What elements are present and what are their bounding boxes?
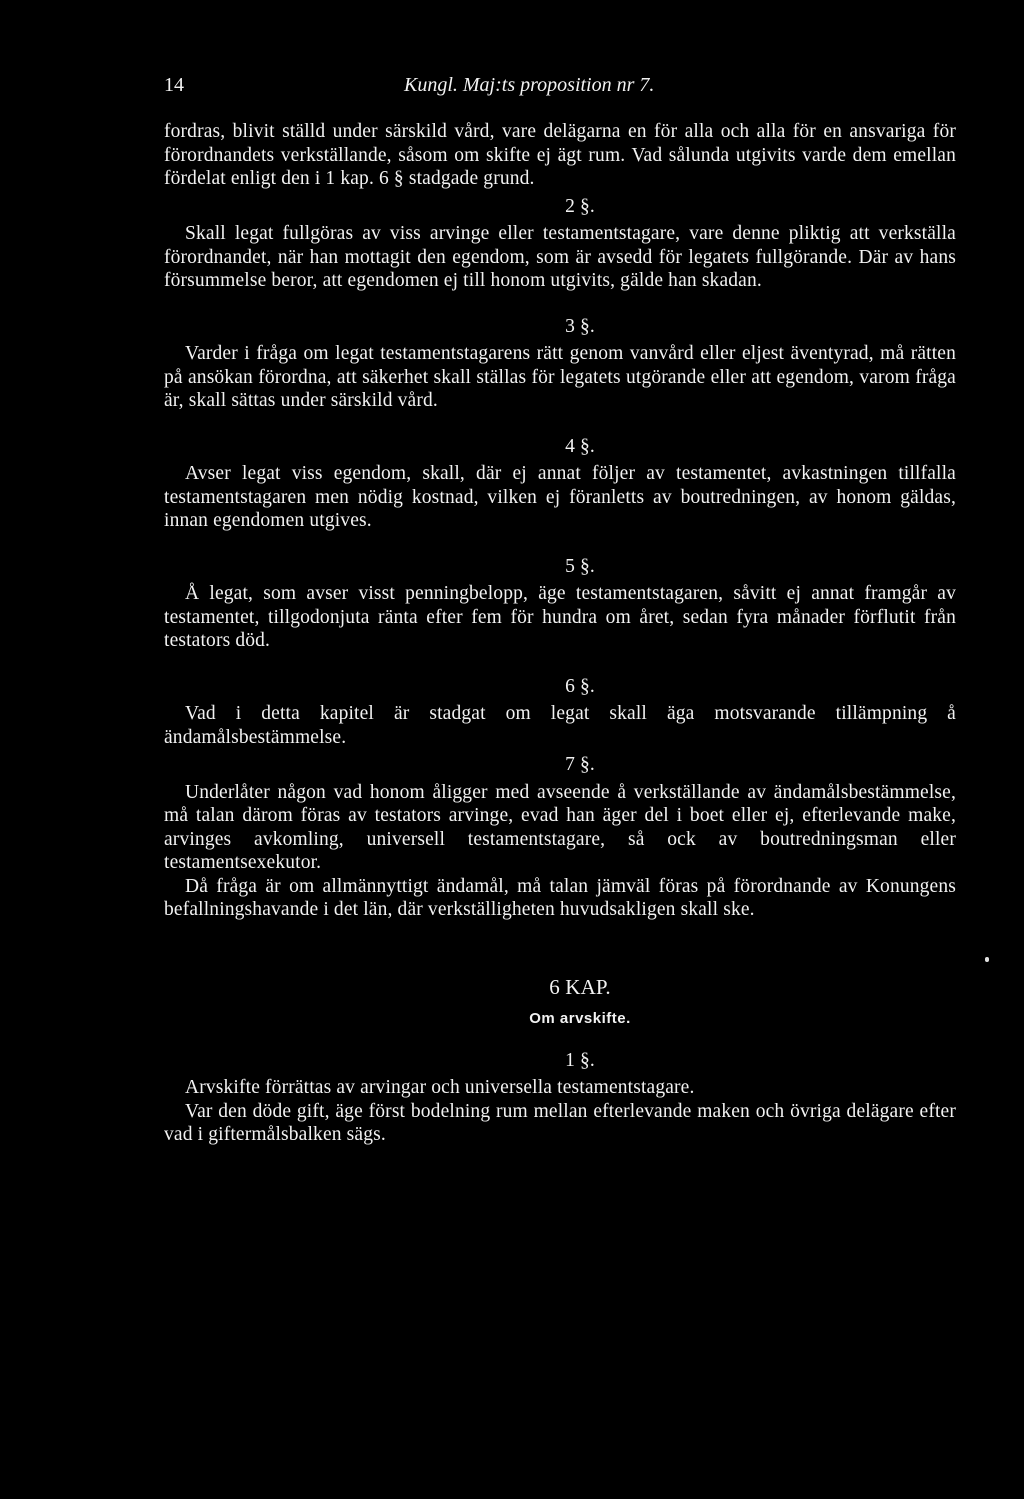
section-mark-6: 6 §. — [565, 675, 595, 697]
section-mark-2: 2 §. — [565, 195, 595, 217]
page-header — [164, 74, 954, 104]
chapter-subtitle: Om arvskifte. — [529, 1010, 631, 1027]
section-3-paragraph: Varder i fråga om legat testamentstagarens rätt genom vanvård eller eljest äventyrad, må rätten på ansökan förordna, att säkerhet skall ställas för legatets utgörande eller att egendom, varom fråga är, skall sättas under särskild vård. — [164, 343, 956, 411]
section-6-paragraph: Vad i detta kapitel är stadgat om legat skall äga motsvarande tillämpning å ändamålsbestämmelse. — [164, 703, 956, 748]
section-mark-7: 7 §. — [565, 754, 595, 775]
intro-paragraph: fordras, blivit ställd under särskild vård, vare delägarna en för alla och alla för en ansvariga för förordnandets verkställande, såsom om skifte ej ägt rum. Vad sålunda utgivits varde dem emellan fördelat enligt den i 1 kap. 6 § stadgade grund. — [164, 121, 956, 189]
section-2-paragraph: Skall legat fullgöras av viss arvinge eller testamentstagare, vare denne pliktig att verkställa förordnandet, när han mottagit den egendom, som är avsedd för legatets fullgörande. Där av hans försummelse beror, att egendomen ej till honom utgivits, gälde han skadan. — [164, 223, 956, 291]
section-mark-5: 5 §. — [565, 555, 595, 577]
section-mark-3: 3 §. — [565, 315, 595, 337]
section-7-paragraph-1: Underlåter någon vad honom åligger med avseende å verkställande av ändamålsbestämmelse, må talan därom föras av testators arvinge, evad han äger del i boet eller ej, efterlevande make, arvinges avkomling, universell testamentstagare, så ock av boutredningsman eller testamentsexekutor. — [164, 781, 956, 873]
margin-mark — [985, 957, 989, 962]
section-mark-4: 4 §. — [565, 435, 595, 457]
section-7-paragraph-2: Då fråga är om allmännyttigt ändamål, må talan jämväl föras på förordnande av Konungens befallningshavande i det län, där verkställigheten huvudsakligen skall ske. — [164, 875, 956, 920]
section-4-paragraph: Avser legat viss egendom, skall, där ej annat följer av testamentet, avkastningen tillfalla testamentstagaren men nödig kostnad, vilken ej föranletts av boutredningen, av honom gäldas, innan egendomen utgives. — [164, 463, 956, 531]
running-title: Kungl. Maj:ts proposition nr 7. — [404, 74, 655, 96]
page-number: 14 — [164, 74, 184, 96]
page-body — [164, 120, 956, 1147]
chapter6-section-mark-1: 1 §. — [565, 1049, 595, 1071]
chapter6-section-1-paragraph-1: Arvskifte förrättas av arvingar och universella testamentstagare. — [185, 1077, 695, 1098]
section-5-paragraph: Å legat, som avser visst penningbelopp, äge testamentstagaren, såvitt ej annat framgår av testamentet, tillgodonjuta ränta efter fem för hundra om året, sedan fyra månader förflutit från testators död. — [164, 583, 956, 651]
chapter6-section-1-paragraph-2: Var den döde gift, äge först bodelning rum mellan efterlevande maken och övriga delägare efter vad i giftermålsbalken sägs. — [164, 1100, 956, 1145]
chapter-heading: 6 KAP. — [549, 974, 611, 999]
